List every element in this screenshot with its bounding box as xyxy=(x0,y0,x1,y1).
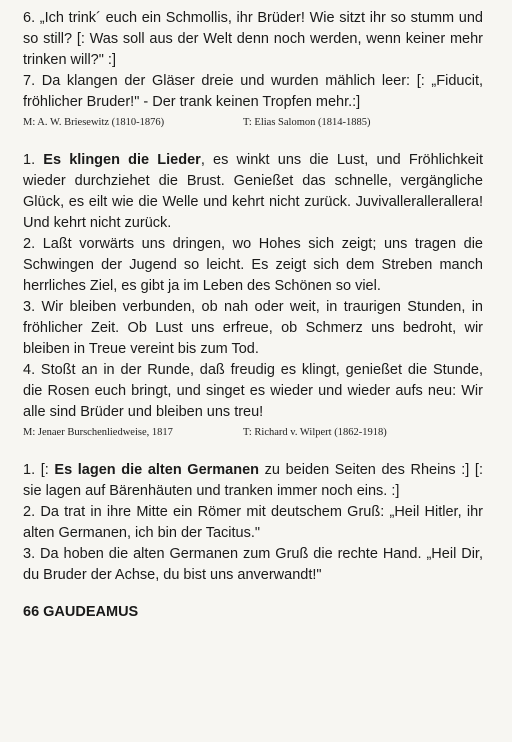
song-es-klingen-die-lieder xyxy=(23,150,483,438)
song-schmollis xyxy=(23,8,483,128)
song-title: Es lagen die alten Germanen xyxy=(54,462,260,478)
verse-2: 2. Laßt vorwärts uns dringen, wo Hohes sich zeigt; uns tragen die Schwingen der Jugend so leicht. Es zeigt sich dem Streben manch herrliches Ziel, es gibt ja im Leben des Schönen so viel. xyxy=(23,236,483,294)
verse-text: zu beiden Seiten des Rheins :] [: sie lagen auf Bärenhäuten und tranken immer noch eins. :] xyxy=(23,462,483,499)
verse-4: 4. Stoßt an in der Runde, daß freudig es klingt, genießet die Stunde, die Rosen euch bringt, und singet es wieder und wieder aufs neu: Wir alle sind Brüder und bleiben uns treu! xyxy=(23,362,483,420)
music-credit: M: Jenaer Burschenliedweise, 1817 xyxy=(23,427,173,438)
text-credit: T: Richard v. Wilpert (1862-1918) xyxy=(243,427,387,438)
verse-text: , es winkt uns die Lust, und Fröhlichkeit wieder durchziehet die Brust. Genießet das schnelle, vergängliche Glück, es eilt wie die Welle und kehrt nicht zurück. Juvivallerallerallera! Und kehrt nicht zurück. xyxy=(23,152,483,231)
songbook-page xyxy=(23,8,483,620)
text-credit: T: Elias Salomon (1814-1885) xyxy=(243,117,371,128)
verse-2: 2. Da trat in ihre Mitte ein Römer mit deutschem Gruß: „Heil Hitler, ihr alten Germanen, ich bin der Tacitus." xyxy=(23,504,483,541)
song-alten-germanen xyxy=(23,460,483,586)
verse-3: 3. Wir bleiben verbunden, ob nah oder weit, in traurigen Stunden, in fröhlicher Zeit. Ob Lust uns erfreue, ob Schmerz uns bedroht, wir bleiben in Treue vereint bis zum Tod. xyxy=(23,299,483,357)
verse-number: 1. xyxy=(23,152,44,168)
verse-1 xyxy=(23,460,483,502)
music-credit: M: A. W. Briesewitz (1810-1876) xyxy=(23,117,165,128)
verse-number: 1. [: xyxy=(23,462,55,478)
verse-7: 7. Da klangen der Gläser dreie und wurden mählich leer: [: „Fiducit, fröhlicher Bruder!" - Der trank keinen Tropfen mehr.:] xyxy=(23,73,483,110)
page-footer: 66 GAUDEAMUS xyxy=(23,604,139,620)
verse-3: 3. Da hoben die alten Germanen zum Gruß die rechte Hand. „Heil Dir, du Bruder der Achse, du bist uns anverwandt!" xyxy=(23,546,483,583)
verse-1 xyxy=(23,150,483,234)
song-title: Es klingen die Lieder xyxy=(43,152,201,168)
verse-6: 6. „Ich trink´ euch ein Schmollis, ihr Brüder! Wie sitzt ihr so stumm und so still? [: Was soll aus der Welt denn noch werden, wenn keiner mehr trinken will?" :] xyxy=(23,10,483,68)
song-credits xyxy=(23,427,483,438)
song-credits xyxy=(23,117,483,128)
